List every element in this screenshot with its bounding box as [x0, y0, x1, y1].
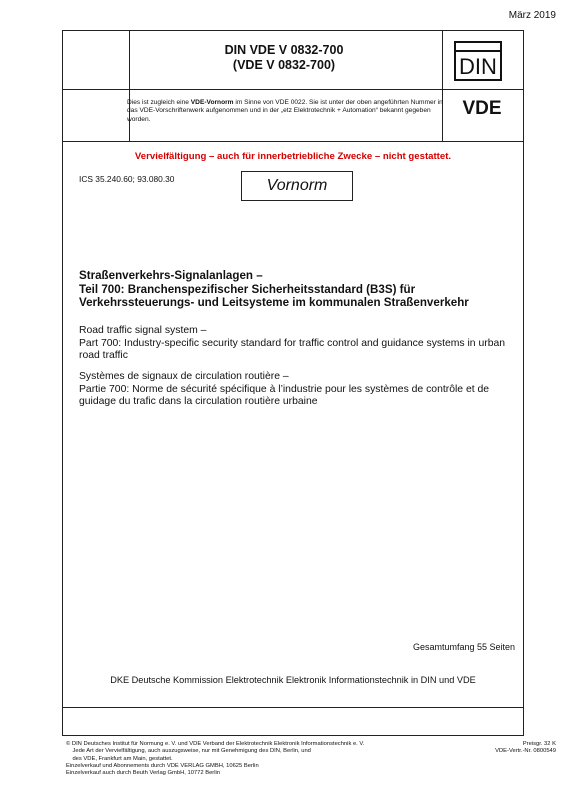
vde-notice [127, 99, 445, 124]
document-type-label: Vornorm [266, 177, 328, 194]
ics-codes: ICS 35.240.60; 93.080.30 [79, 174, 175, 184]
standard-number-line1: DIN VDE V 0832-700 [224, 43, 344, 57]
title-english-line: road traffic [79, 350, 128, 362]
price-group: Preisgr. 32 K [522, 741, 556, 747]
vde-notice-bold: VDE-Vornorm [190, 99, 234, 106]
title-english-line: Road traffic signal system – [79, 325, 207, 336]
title-english-line: Part 700: Industry-specific security standard for traffic control and guidance systems in urban [79, 337, 506, 349]
order-number: VDE-Vertr.-Nr. 0800549 [495, 748, 556, 755]
din-logo-text: DIN [459, 54, 497, 79]
copyright-line: Einzelverkauf auch durch Beuth Verlag GmbH, 10772 Berlin [66, 770, 221, 777]
title-english [79, 325, 519, 363]
copyright-line: des VDE, Frankfurt am Main, gestattet. [66, 755, 173, 762]
title-french-line: guidage du trafic dans la circulation routière urbaine [79, 396, 318, 408]
header-bottom-line [63, 141, 523, 142]
din-logo [452, 39, 504, 83]
header-divider-logo [442, 31, 443, 141]
title-french [79, 371, 519, 409]
vde-notice-part1: Dies ist zugleich eine [127, 99, 191, 106]
title-french-line: Systèmes de signaux de circulation routière – [79, 371, 289, 382]
title-german-line: Straßenverkehrs-Signalanlagen – [79, 269, 263, 282]
total-pages: Gesamtumfang 55 Seiten [412, 642, 515, 652]
publication-date: März 2019 [508, 10, 556, 21]
copyright-line: Jede Art der Vervielfältigung, auch auszugsweise, nur mit Genehmigung des DIN, Berlin, und [66, 748, 311, 755]
publisher-line: DKE Deutsche Kommission Elektrotechnik Elektronik Informationstechnik in DIN und VDE [110, 675, 476, 685]
title-german-line: Verkehrssteuerungs- und Leitsysteme im kommunalen Straßenverkehr [79, 296, 469, 310]
vde-logo [450, 97, 514, 117]
copyright-line: © DIN Deutsches Institut für Normung e. V. und VDE Verband der Elektrotechnik Elektronik Informationstechnik e. V. [66, 741, 365, 747]
title-french-line: Partie 700: Norme de sécurité spécifique à l’industrie pour les systèmes de contrôle et de [79, 383, 490, 395]
reproduction-notice: Vervielfältigung – auch für innerbetriebliche Zwecke – nicht gestattet. [134, 151, 452, 162]
vde-notice-part2: im Sinne von VDE 0022. Sie ist unter der oben angeführten Nummer in das VDE-Vorschriftenwerk aufgenommen und in der „etz Elektrotechnik + Automation“ bekannt gegeben worden. [127, 99, 443, 123]
price-block [495, 741, 556, 756]
vde-logo-text: VDE [462, 98, 502, 117]
copyright-block [66, 741, 386, 777]
standard-number [129, 43, 439, 73]
standard-number-line2: (VDE V 0832-700) [232, 58, 336, 72]
title-german [79, 269, 519, 310]
header-divider-horizontal [63, 89, 523, 90]
footer-top-line [63, 707, 523, 708]
title-german-line: Teil 700: Branchenspezifischer Sicherheitsstandard (B3S) für [79, 282, 416, 296]
document-type-box [241, 171, 353, 201]
cover-frame [62, 30, 524, 736]
copyright-line: Einzelverkauf und Abonnements durch VDE VERLAG GMBH, 10625 Berlin [66, 762, 259, 769]
